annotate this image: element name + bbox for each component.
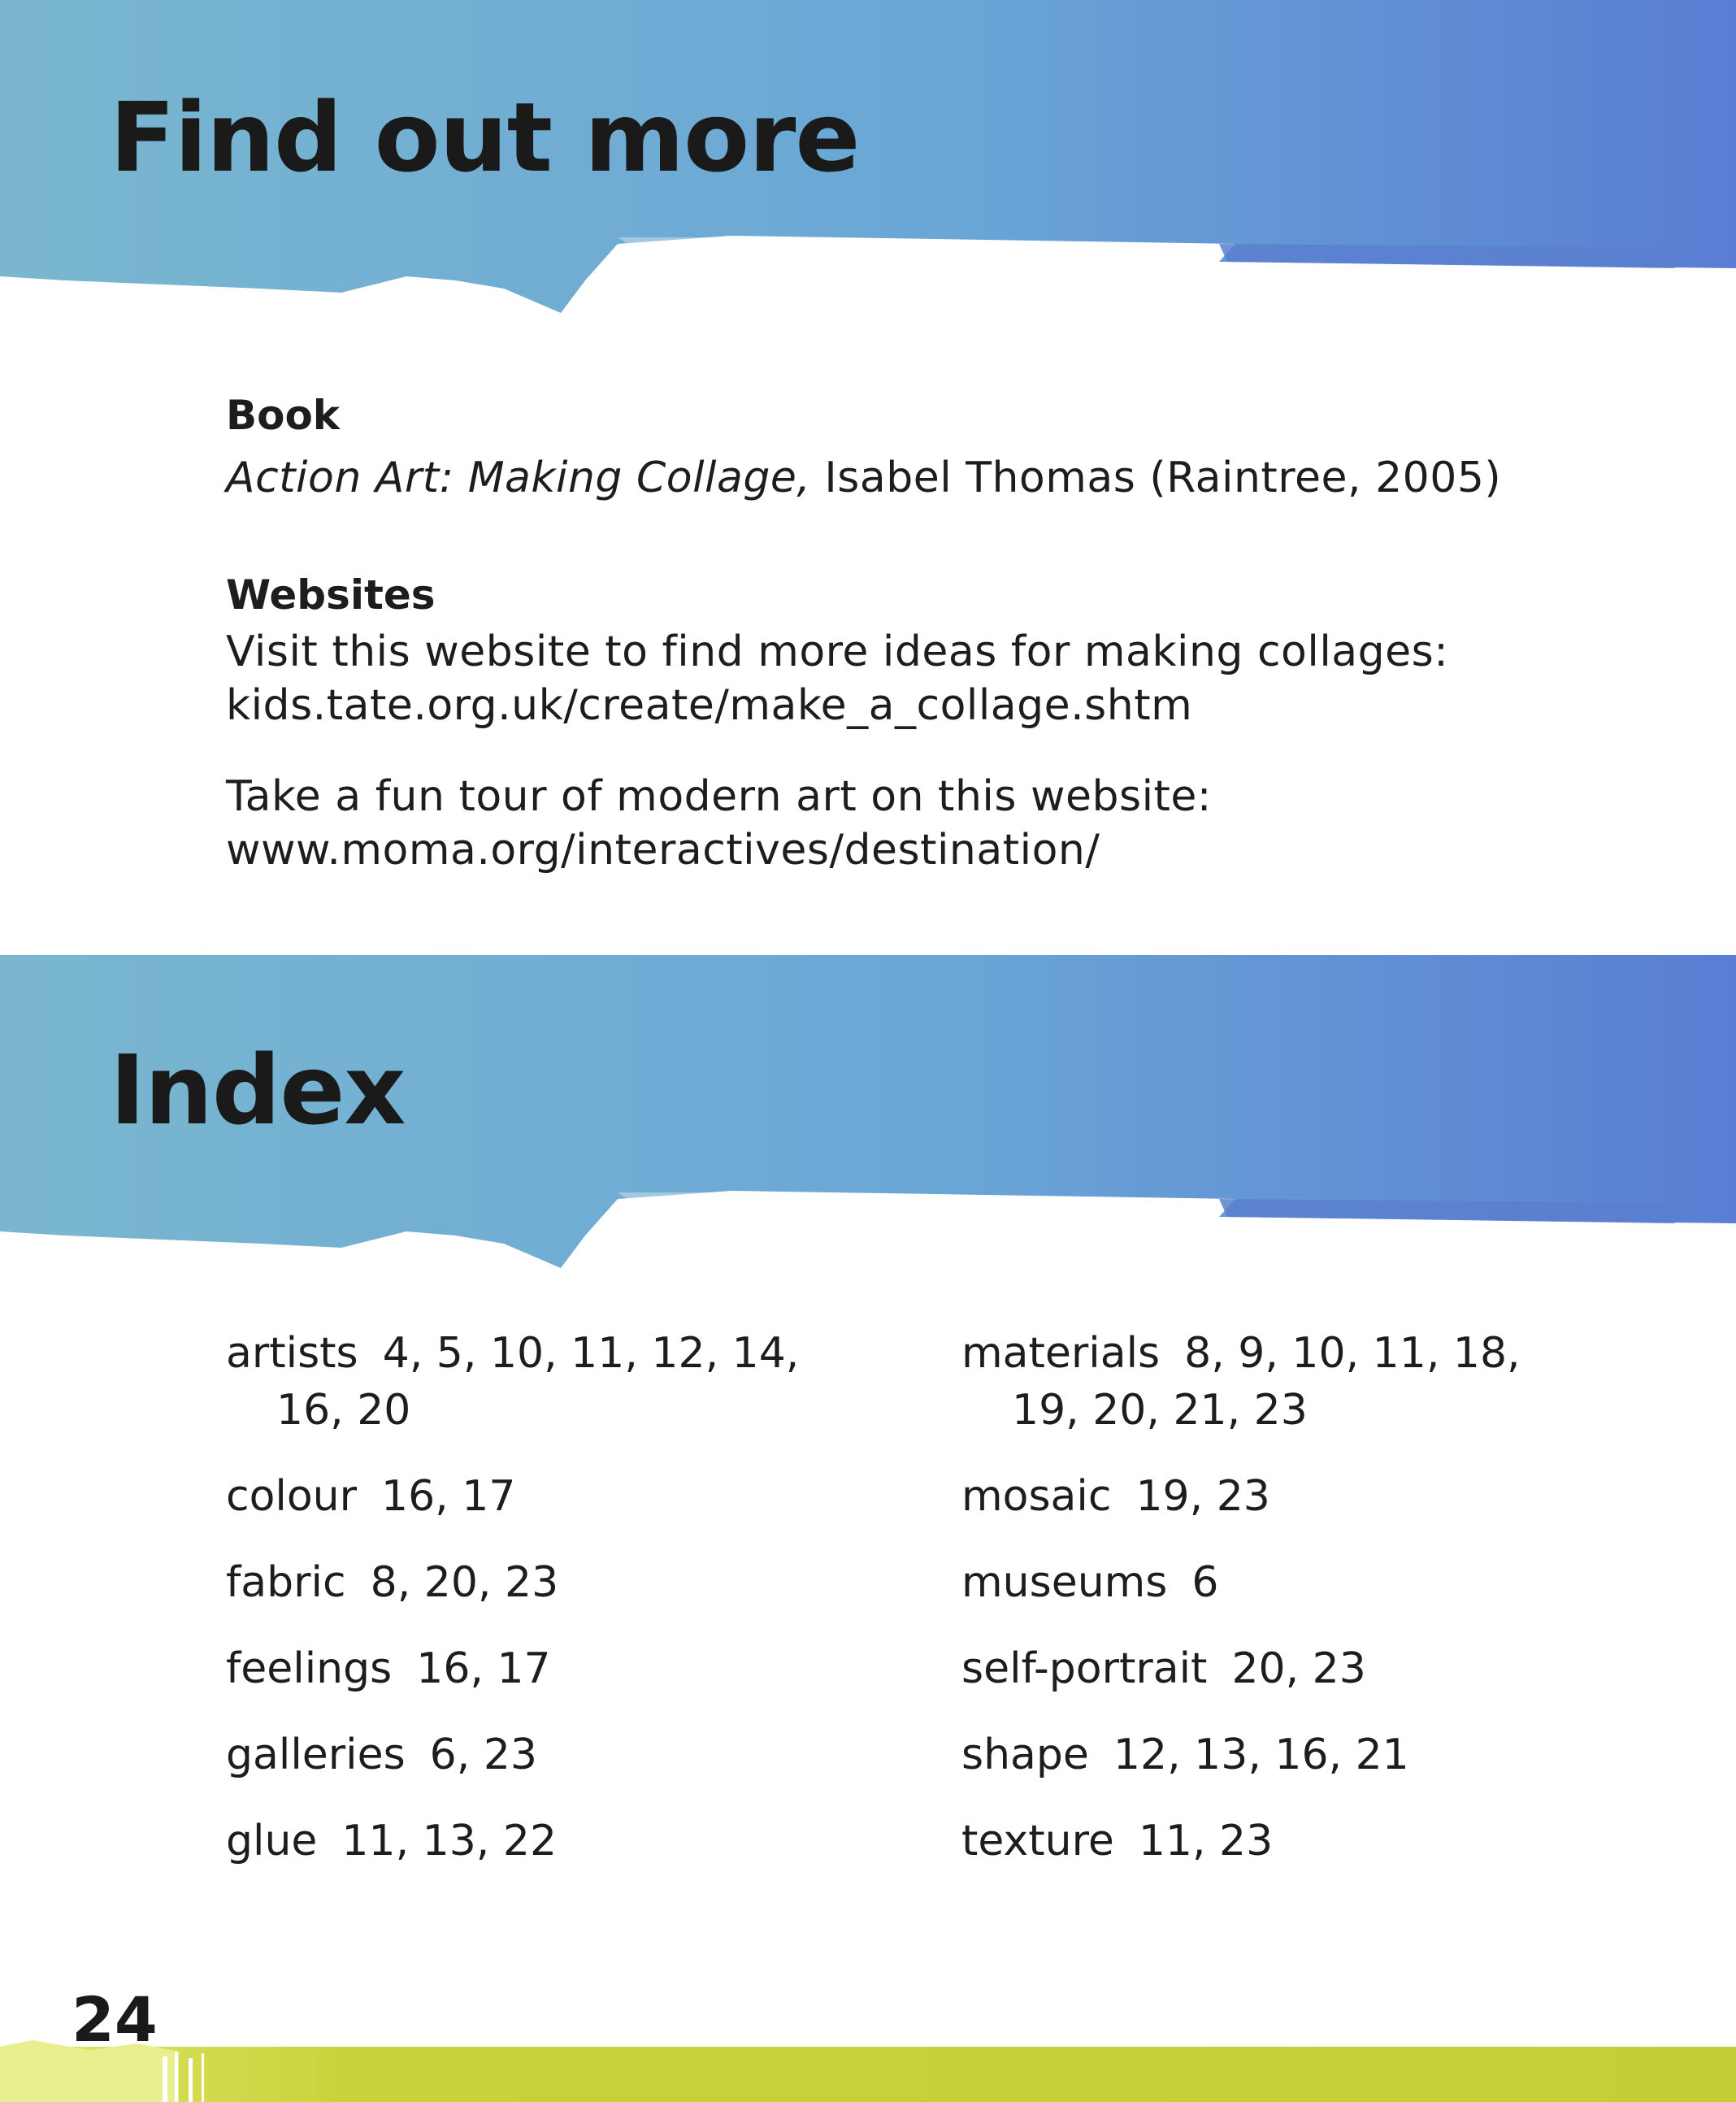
- book-details: Isabel Thomas (Raintree, 2005): [810, 454, 1502, 502]
- index-term: museums: [961, 1558, 1168, 1607]
- page-number: 24: [72, 1983, 158, 2056]
- index-entry: [961, 1813, 1521, 1870]
- index-pages: 16, 17: [416, 1644, 551, 1693]
- index-pages-continued: 19, 20, 21, 23: [1012, 1386, 1308, 1435]
- footer-bar: [0, 2040, 1736, 2102]
- website-url-moma[interactable]: www.moma.org/interactives/destination/: [226, 826, 1100, 875]
- index-pages: 16, 17: [381, 1472, 516, 1521]
- index-term: glue: [226, 1817, 318, 1865]
- find-out-more-heading: Find out more: [110, 81, 860, 193]
- websites-label: Websites: [226, 571, 436, 619]
- index-term: materials: [961, 1329, 1161, 1378]
- index-term: mosaic: [961, 1472, 1112, 1521]
- index-entry: [226, 1325, 799, 1439]
- index-pages: 8, 9, 10, 11, 18,: [1184, 1329, 1521, 1378]
- find-out-more-banner: [0, 0, 1736, 325]
- index-pages: 11, 13, 22: [341, 1817, 558, 1865]
- index-term: shape: [961, 1731, 1089, 1779]
- index-term: texture: [961, 1817, 1114, 1865]
- index-entry: [961, 1640, 1521, 1697]
- index-entry: [961, 1325, 1521, 1439]
- book-label: Book: [226, 392, 341, 439]
- index-column-left: [226, 1325, 799, 1899]
- index-entry: [961, 1468, 1521, 1525]
- index-banner: [0, 955, 1736, 1280]
- index-term: colour: [226, 1472, 358, 1521]
- website-description-2: Take a fun tour of modern art on this website:: [226, 772, 1212, 821]
- index-term: feelings: [226, 1644, 393, 1693]
- index-entry: [961, 1554, 1521, 1611]
- index-pages: 19, 23: [1135, 1472, 1270, 1521]
- index-pages: 8, 20, 23: [370, 1558, 559, 1607]
- book-title: Action Art: Making Collage,: [226, 454, 811, 502]
- index-entry: [226, 1813, 799, 1870]
- index-entry: [226, 1554, 799, 1611]
- index-entry: [226, 1640, 799, 1697]
- index-pages: 20, 23: [1231, 1644, 1366, 1693]
- website-description-1: Visit this website to find more ideas for making collages:: [226, 628, 1449, 676]
- index-pages: 6, 23: [429, 1731, 537, 1779]
- index-term: fabric: [226, 1558, 346, 1607]
- book-citation: [226, 454, 1501, 502]
- index-term: galleries: [226, 1731, 406, 1779]
- index-heading: Index: [110, 1034, 406, 1146]
- index-term: artists: [226, 1329, 358, 1378]
- website-url-tate[interactable]: kids.tate.org.uk/create/make_a_collage.shtm: [226, 681, 1193, 730]
- index-pages: 6: [1191, 1558, 1219, 1607]
- index-column-right: [961, 1325, 1521, 1899]
- index-pages: 4, 5, 10, 11, 12, 14,: [382, 1329, 800, 1378]
- index-pages: 11, 23: [1138, 1817, 1274, 1865]
- index-pages-continued: 16, 20: [276, 1386, 411, 1435]
- index-entry: [961, 1726, 1521, 1783]
- index-entry: [226, 1726, 799, 1783]
- index-term: self-portrait: [961, 1644, 1208, 1693]
- index-entry: [226, 1468, 799, 1525]
- index-pages: 12, 13, 16, 21: [1113, 1731, 1409, 1779]
